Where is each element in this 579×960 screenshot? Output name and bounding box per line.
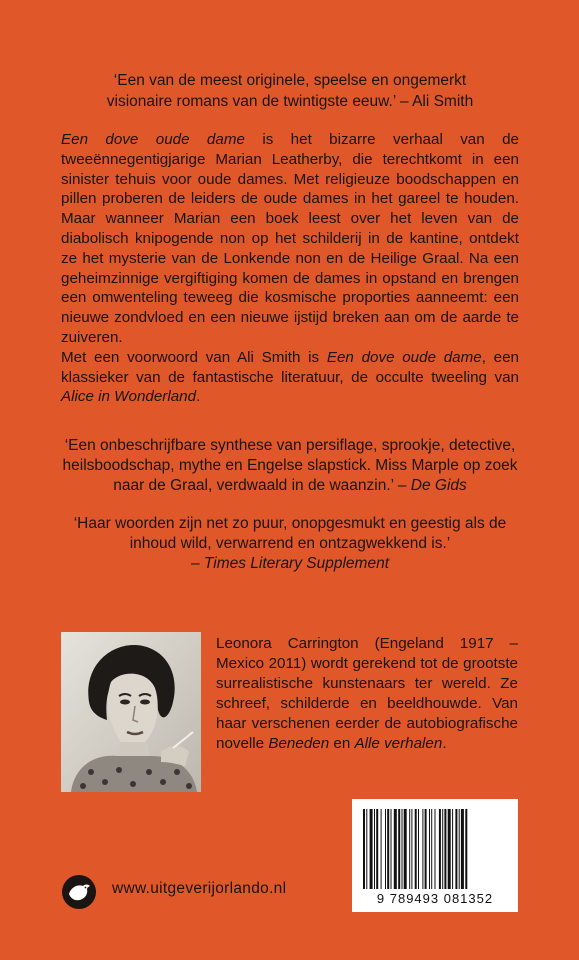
barcode-bars <box>361 809 509 889</box>
top-quote <box>60 70 520 112</box>
author-bio-text <box>216 634 518 754</box>
blurb-paragraph-1 <box>61 130 519 348</box>
quote-source: De Gids <box>410 477 467 494</box>
publisher-website[interactable]: www.uitgeverijorlando.nl <box>112 880 287 897</box>
isbn-number: 9 789493 081352 <box>376 891 494 906</box>
review-quote-tls <box>55 514 525 574</box>
quote-source: Times Literary Supplement <box>203 555 389 572</box>
blurb-text: Met een voorwoord van Ali Smith is <box>61 348 327 366</box>
book-title: Een dove oude dame <box>61 131 245 148</box>
book-blurb <box>61 130 519 407</box>
book-title: Beneden <box>268 735 330 752</box>
top-quote-line-1: ‘Een van de meest originele, speelse en ongemerkt <box>113 72 467 89</box>
author-photo <box>61 632 201 792</box>
book-title: Een dove oude dame <box>326 348 482 366</box>
blurb-text: , een klassieker van de fantastische literatuur, de occulte tweeling van <box>61 348 520 386</box>
reference-title: Alice in Wonderland <box>61 388 197 406</box>
publisher-bird-icon <box>61 874 97 910</box>
quote-dash: – <box>190 555 204 572</box>
quote-text: ‘Een onbeschrijfbare synthese van persiflage, sprookje, detective, heilsboodschap, mythe en Engelse slapstick. Miss Marple op zoek naar de Graal, verdwaald in de waanzin.’ – <box>62 437 518 494</box>
book-title: Alle verhalen <box>354 735 443 752</box>
author-bio <box>216 634 518 754</box>
blurb-text: is het bizarre verhaal van de tweeënnegentigjarige Marian Leatherby, die terechtkomt in een sinister tehuis voor oude dames. Met religieuze boodschappen en pillen proberen de leiders de oude dames in het gareel te houden. Maar wanneer Marian een boek leest over het leven van de diabolisch knipogende non op het schilderij in de kantine, ontdekt ze het mysterie van de Lonkende non en de Heilige Graal. Na een geheimzinnige vergiftiging komen de dames in opstand en brengen een omwenteling teweeg die kosmische proporties aanneemt: een nieuwe zondvloed en een nieuwe ijstijd breken aan om de aarde te zuiveren. <box>61 131 519 346</box>
author-portrait-image <box>61 632 201 792</box>
blurb-text: . <box>196 388 201 406</box>
top-quote-line-2: visionaire romans van de twintigste eeuw.’ – Ali Smith <box>106 93 474 110</box>
bio-text: en <box>329 735 355 752</box>
review-quote-de-gids <box>55 436 525 496</box>
barcode <box>352 799 518 912</box>
bio-text: . <box>442 735 447 752</box>
quote-text: ‘Haar woorden zijn net zo puur, onopgesmukt en geestig als de inhoud wild, verwarrend en ontzagwekkend is.’ <box>73 515 507 552</box>
review-quotes <box>55 436 525 574</box>
bio-text: Leonora Carrington (Engeland 1917 – Mexico 2011) wordt gerekend tot de grootste surrealistische kunstenaars ter wereld. Ze schreef, schilderde en beeldhouwde. Van haar verschenen eerder de autobiografische novelle <box>216 635 518 752</box>
blurb-paragraph-2 <box>61 348 519 407</box>
